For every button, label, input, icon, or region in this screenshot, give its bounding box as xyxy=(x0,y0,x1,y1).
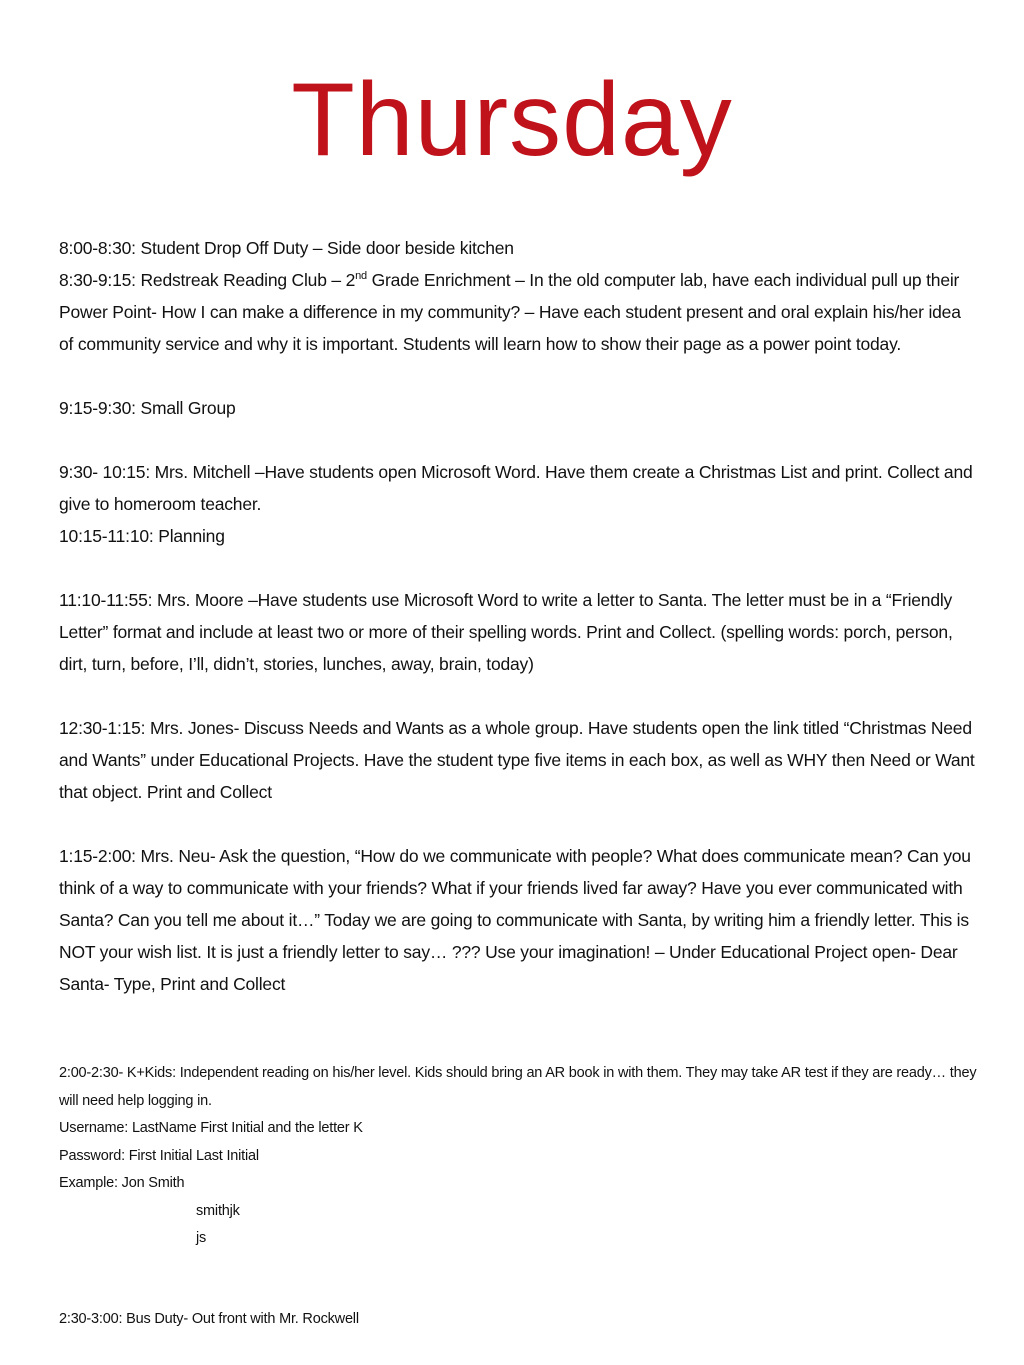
entry-reading-club-start: 8:30-9:15: Redstreak Reading Club – 2 xyxy=(59,270,356,290)
entry-small-group: 9:15-9:30: Small Group xyxy=(59,398,236,418)
entry-planning: 10:15-11:10: Planning xyxy=(59,526,225,546)
entry-mitchell: 9:30- 10:15: Mrs. Mitchell –Have students open Microsoft Word. Have them create a Christmas List and print. Collect and give to homeroom teacher. xyxy=(59,462,973,514)
entry-neu: 1:15-2:00: Mrs. Neu- Ask the question, “How do we communicate with people? What does communicate mean? Can you think of a way to communicate with your friends? What if your friends lived far away? Have you ever communicated with Santa? Can you tell me about it…” Today we are going to communicate with Santa, by writing him a friendly letter. This is NOT your wish list. It is just a friendly letter to say… ??? Use your imagination! – Under Educational Project open- Dear Santa- Type, Print and Collect xyxy=(59,846,971,994)
entry-bus-duty: 2:30-3:00: Bus Duty- Out front with Mr. Rockwell xyxy=(59,1311,359,1327)
entry-moore: 11:10-11:55: Mrs. Moore –Have students use Microsoft Word to write a letter to Santa. The letter must be in a “Friendly Letter” format and include at least two or more of their spelling words. Print and Collect. (spelling words: porch, person, dirt, turn, before, I’ll, didn’t, stories, lunches, away, brain, today) xyxy=(59,590,953,674)
entry-reading-club xyxy=(59,264,979,360)
ordinal-suffix: nd xyxy=(355,270,367,283)
password-rule: Password: First Initial Last Initial xyxy=(59,1147,259,1164)
page-title: Thursday xyxy=(291,62,733,178)
entry-reading-club-rest: Grade Enrichment – In the old computer lab, have each individual pull up their Power Point- How I can make a difference in my community? – Have each student present and oral explain his/her idea of community service and why it is important. Students will learn how to show their page as a power point today. xyxy=(59,270,961,354)
schedule-body xyxy=(59,232,979,1000)
example-name: Example: Jon Smith xyxy=(59,1175,185,1191)
entry-drop-off: 8:00-8:30: Student Drop Off Duty – Side door beside kitchen xyxy=(59,238,514,258)
example-password: js xyxy=(196,1230,207,1246)
kkids-section xyxy=(59,1060,979,1253)
spacer xyxy=(59,360,979,392)
spacer xyxy=(59,552,979,584)
username-rule: Username: LastName First Initial and the letter K xyxy=(59,1120,363,1136)
spacer xyxy=(59,680,979,712)
spacer xyxy=(59,424,979,456)
entry-jones: 12:30-1:15: Mrs. Jones- Discuss Needs and Wants as a whole group. Have students open the link titled “Christmas Need and Wants” under Educational Projects. Have the student type five items in each box, as well as WHY then Need or Want that object. Print and Collect xyxy=(59,718,975,802)
entry-kkids: 2:00-2:30- K+Kids: Independent reading on his/her level. Kids should bring an AR book in with them. They may take AR test if they are ready… they will need help logging in. xyxy=(59,1065,977,1109)
example-username: smithjk xyxy=(196,1202,240,1219)
spacer xyxy=(59,808,979,840)
